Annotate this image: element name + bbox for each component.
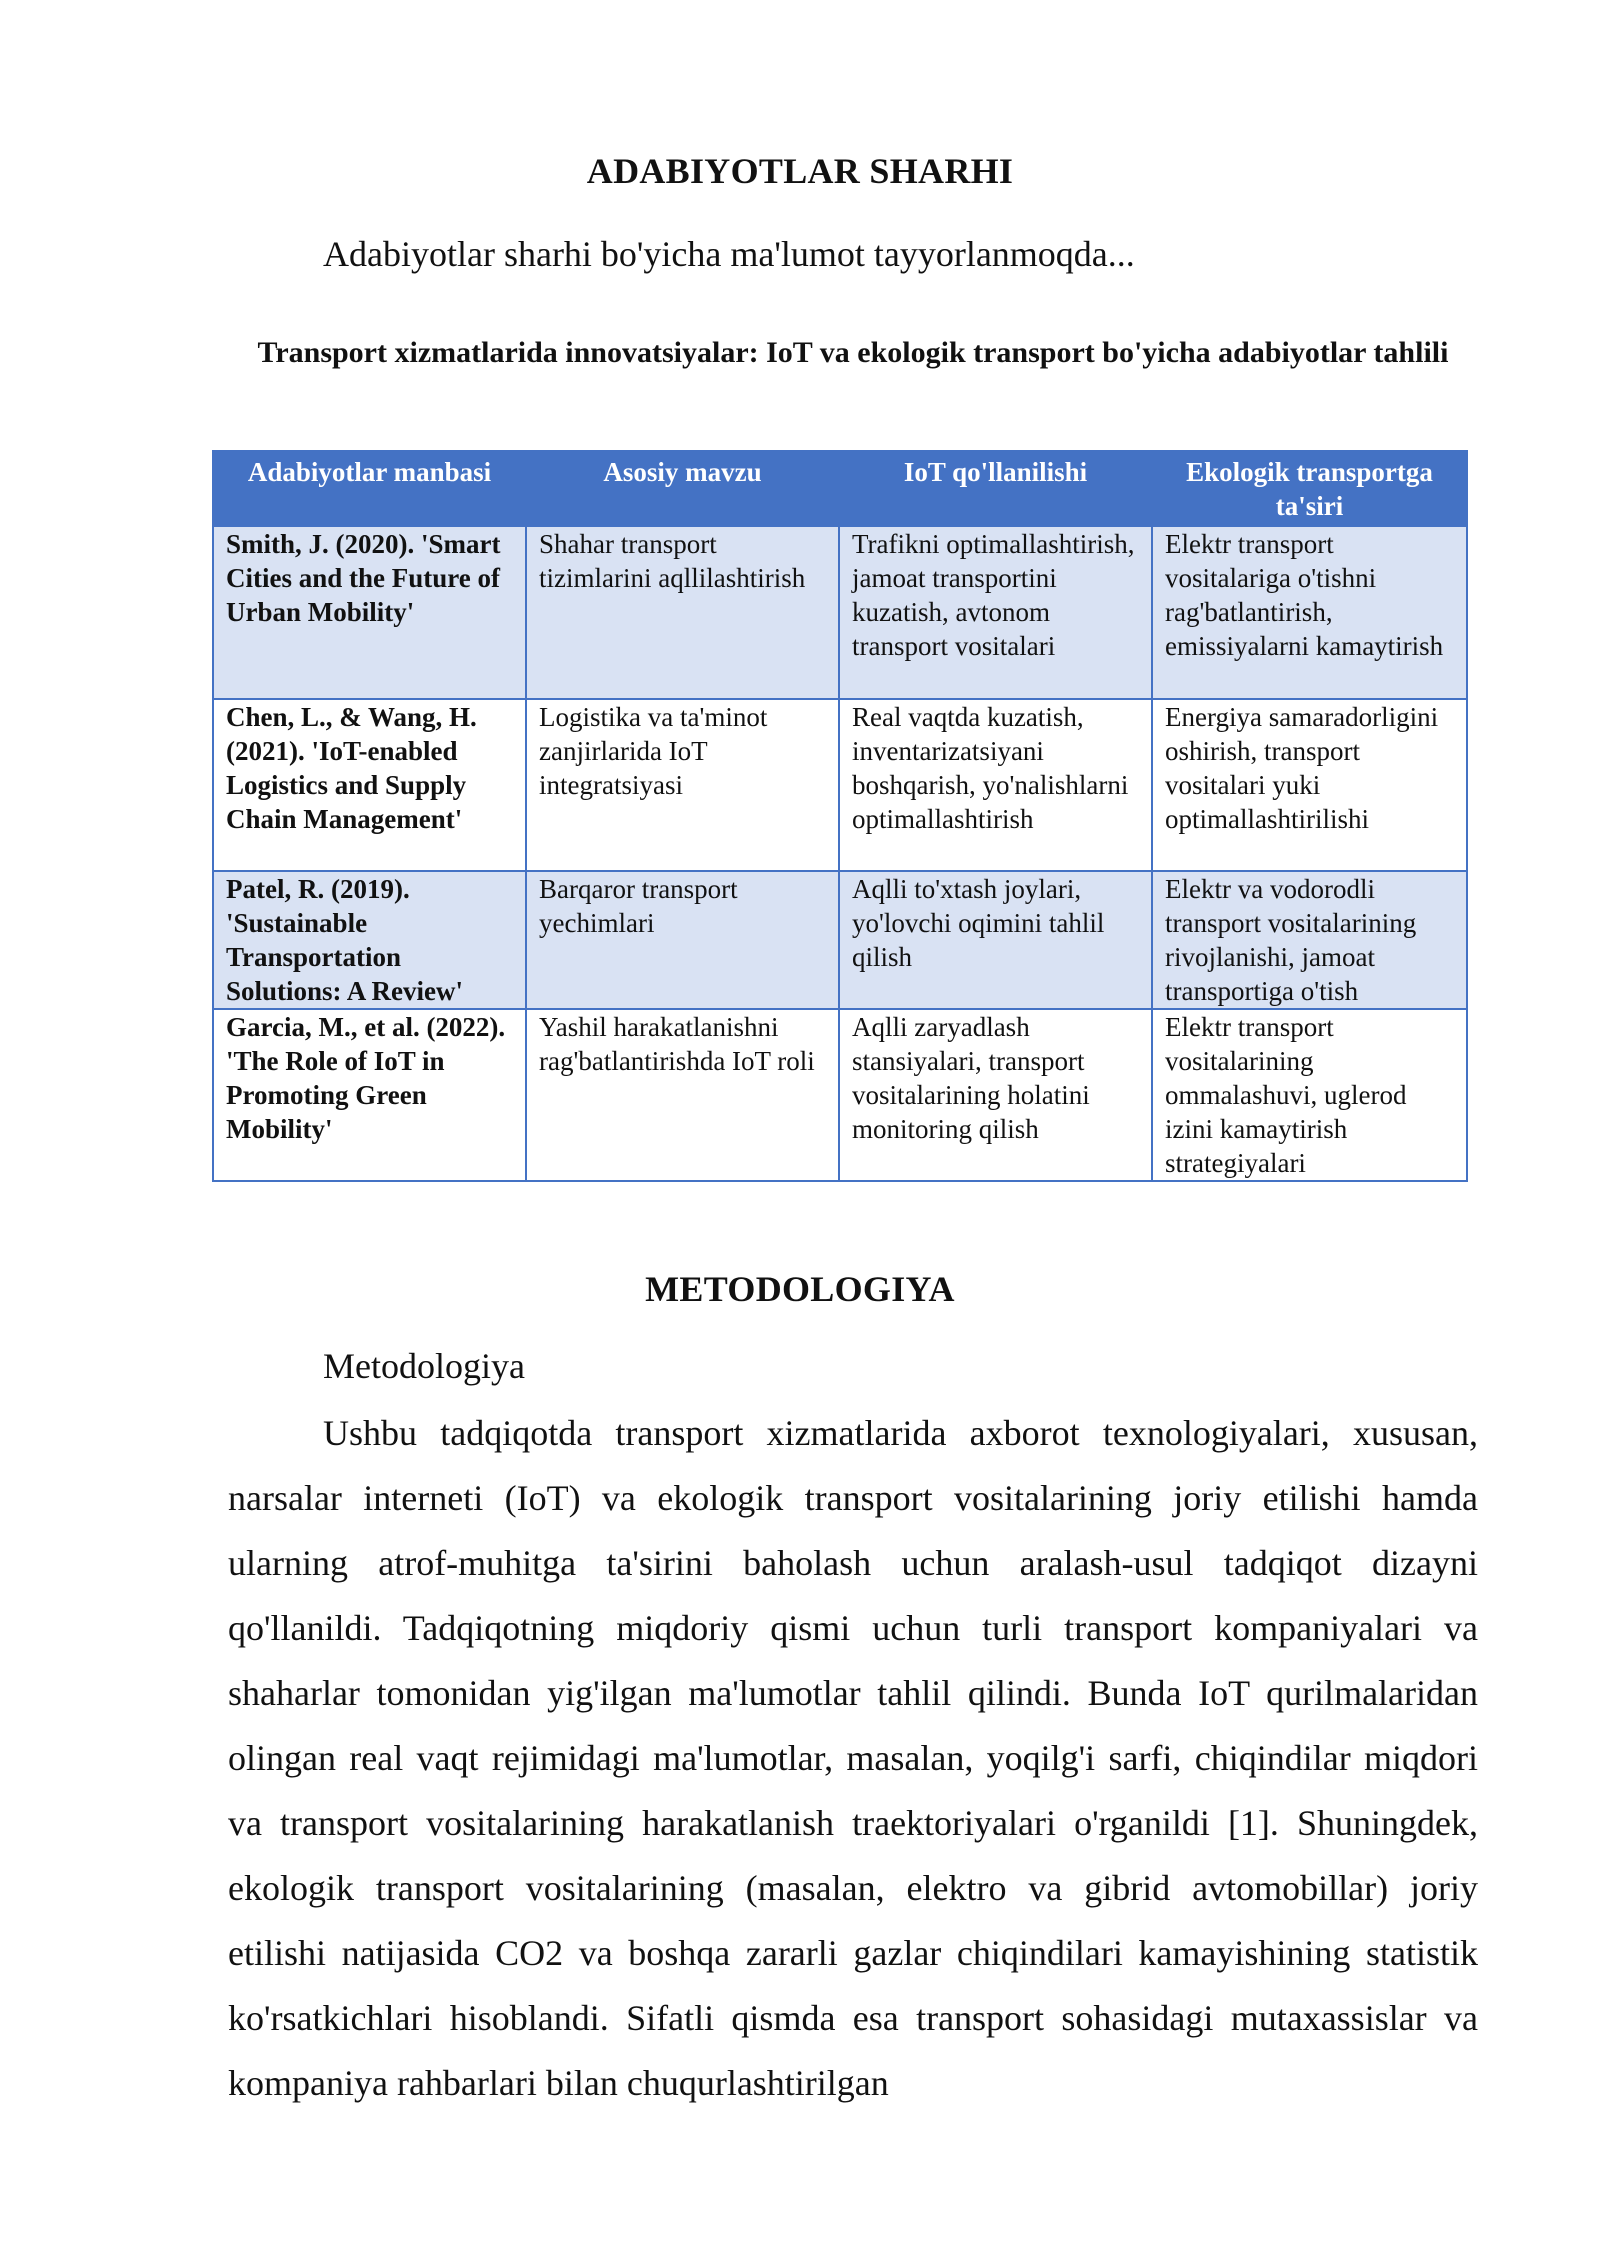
cell-source: Garcia, M., et al. (2022). 'The Role of IoT in Promoting Green Mobility' [213, 1009, 526, 1181]
literature-table [212, 450, 1468, 1182]
cell-source: Chen, L., & Wang, H. (2021). 'IoT-enabled Logistics and Supply Chain Management' [213, 699, 526, 871]
table-caption: Transport xizmatlarida innovatsiyalar: IoT va ekologik transport bo'yicha adabiyotlar tahlili [257, 336, 1449, 369]
methodology-lead: Metodologiya [323, 1346, 525, 1386]
cell-iot-usage: Trafikni optimallashtirish, jamoat transportini kuzatish, avtonom transport vositalari [839, 526, 1152, 699]
section-heading-methodology: METODOLOGIYA [645, 1269, 955, 1309]
cell-topic: Yashil harakatlanishni rag'batlantirishda IoT roli [526, 1009, 839, 1181]
cell-topic: Barqaror transport yechimlari [526, 871, 839, 1009]
cell-eco-impact: Elektr transport vositalarining ommalashuvi, uglerod izini kamaytirish strategiyalari [1152, 1009, 1467, 1181]
cell-eco-impact: Energiya samaradorligini oshirish, transport vositalari yuki optimallashtirilishi [1152, 699, 1467, 871]
table-row [213, 699, 1467, 871]
column-header-iot-usage: IoT qo'llanilishi [839, 451, 1152, 526]
column-header-eco-impact: Ekologik transportga ta'siri [1152, 451, 1467, 526]
table-row [213, 526, 1467, 699]
section-heading-literature-review: ADABIYOTLAR SHARHI [586, 151, 1014, 191]
literature-review-lead: Adabiyotlar sharhi bo'yicha ma'lumot tayyorlanmoqda... [323, 234, 1135, 274]
cell-eco-impact: Elektr va vodorodli transport vositalarining rivojlanishi, jamoat transportiga o'tish [1152, 871, 1467, 1009]
cell-iot-usage: Aqlli to'xtash joylari, yo'lovchi oqimini tahlil qilish [839, 871, 1152, 1009]
methodology-paragraph: Ushbu tadqiqotda transport xizmatlarida axborot texnologiyalari, xususan, narsalar interneti (IoT) va ekologik transport vositalarining joriy etilishi hamda ularning atrof-muhitga ta'sirini baholash uchun aralash-usul tadqiqot dizayni qo'llanildi. Tadqiqotning miqdoriy qismi uchun turli transport kompaniyalari va shaharlar tomonidan yig'ilgan ma'lumotlar tahlil qilindi. Bunda IoT qurilmalaridan olingan real vaqt rejimidagi ma'lumotlar, masalan, yoqilg'i sarfi, chiqindilar miqdori va transport vositalarining harakatlanish traektoriyalari o'rganildi [1]. Shuningdek, ekologik transport vositalarining (masalan, elektro va gibrid avtomobillar) joriy etilishi natijasida CO2 va boshqa zararli gazlar chiqindilari kamayishining statistik ko'rsatkichlari hisoblandi. Sifatli qismda esa transport sohasidagi mutaxassislar va kompaniya rahbarlari bilan chuqurlashtirilgan [228, 1413, 1478, 2103]
column-header-source: Adabiyotlar manbasi [213, 451, 526, 526]
table-row [213, 871, 1467, 1009]
cell-topic: Logistika va ta'minot zanjirlarida IoT integratsiyasi [526, 699, 839, 871]
column-header-topic: Asosiy mavzu [526, 451, 839, 526]
cell-source: Patel, R. (2019). 'Sustainable Transportation Solutions: A Review' [213, 871, 526, 1009]
cell-topic: Shahar transport tizimlarini aqllilashtirish [526, 526, 839, 699]
table-header-row [213, 451, 1467, 526]
cell-iot-usage: Aqlli zaryadlash stansiyalari, transport vositalarining holatini monitoring qilish [839, 1009, 1152, 1181]
cell-source: Smith, J. (2020). 'Smart Cities and the Future of Urban Mobility' [213, 526, 526, 699]
table-row [213, 1009, 1467, 1181]
cell-eco-impact: Elektr transport vositalariga o'tishni rag'batlantirish, emissiyalarni kamaytirish [1152, 526, 1467, 699]
cell-iot-usage: Real vaqtda kuzatish, inventarizatsiyani boshqarish, yo'nalishlarni optimallashtirish [839, 699, 1152, 871]
